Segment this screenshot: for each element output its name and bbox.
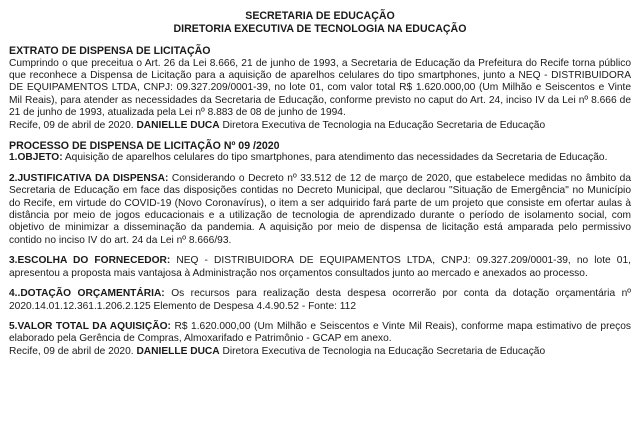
extrato-body: Cumprindo o que preceitua o Art. 26 da Lei 8.666, 21 de junho de 1993, a Secretaria de Educação da Prefeitura do Recife torna público que reconhece a Dispensa de Licitação para a aquisição de aparelhos celulares do tipo smartphones, junto a NEQ - DISTRIBUIDORA DE EQUIPAMENTOS LTDA, CNPJ: 09.327.209/0001-39, no lote 01, com valor total R$ 1.620.000,00 (Um Milhão e Seiscentos e Vinte Mil Reais), para atender as necessidades da Secretaria de Educação, conforme previsto no caput do Art. 24, inciso IV da Lei nº 8.666 de 21 de junho de 1993, atualizada pela Lei nº 8.883 de 08 de junho de 1994.	[9, 57, 631, 119]
item-fornecedor	[9, 255, 631, 280]
extrato-title: EXTRATO DE DISPENSA DE LICITAÇÃO	[9, 45, 211, 58]
processo-signature	[9, 346, 631, 358]
processo-title: PROCESSO DE DISPENSA DE LICITAÇÃO Nº 09 /2020	[9, 140, 280, 153]
item-fornecedor-text: NEQ - DISTRIBUIDORA DE EQUIPAMENTOS LTDA, CNPJ: 09.327.209/0001-39, no lote 01, apresentou a proposta mais vantajosa à Administração nos orçamentos consultados junto ao mercado e anexados ao processo.	[9, 255, 631, 279]
item-objeto-text: Aquisição de aparelhos celulares do tipo smartphones, para atendimento das necessidades da Secretaria de Educação.	[64, 152, 608, 164]
item-justificativa-text: Considerando o Decreto nº 33.512 de 12 de março de 2020, que estabelece medidas no âmbito da Secretaria de Educação em face das disposições contidas no Decreto Municipal, que declarou "Situação de Emergência" no Município do Recife, em virtude do COVID-19 (Novo Coronavírus), o item a ser adquirido fará parte de um projeto que consiste em ofertar aulas à distância por meio de jogos educacionais e a utilização de tecnologia de aprendizado durante o período de isolamento social, com objetivo de minimizar a disseminação da pandemia. A aquisição por meio de dispensa de licitação está amparada pelo permissivo contido no inciso IV do art. 24 da Lei nº 8.666/93.	[9, 172, 631, 246]
header-secretaria: SECRETARIA DE EDUCAÇÃO	[245, 10, 395, 22]
item-dotacao-text: Os recursos para realização desta despesa ocorrerão por conta da dotação orçamentária nº 2020.14.01.12.361.1.206.2.125 Elemento de Despesa 4.4.90.52 - Fonte: 112	[9, 288, 631, 312]
item-valor	[9, 321, 631, 346]
item-fornecedor-label: 3.ESCOLHA DO FORNECEDOR:	[9, 255, 171, 267]
extrato-sign-date: Recife, 09 de abril de 2020.	[9, 119, 134, 131]
item-objeto	[9, 152, 631, 164]
item-objeto-label: 1.OBJETO:	[9, 152, 63, 164]
extrato-sign-name: DANIELLE DUCA	[136, 119, 220, 131]
header-diretoria: DIRETORIA EXECUTIVA DE TECNOLOGIA NA EDUCAÇÃO	[173, 22, 467, 35]
item-valor-text: R$ 1.620.000,00 (Um Milhão e Seiscentos e Vinte Mil Reais), conforme mapa estimativo de preços elaborado pela Gerência de Compras, Almoxarifado e Patrimônio - GCAP em anexo.	[9, 320, 631, 345]
processo-sign-name: DANIELLE DUCA	[136, 345, 220, 357]
processo-sign-date: Recife, 09 de abril de 2020.	[9, 345, 134, 357]
extrato-sign-role: Diretora Executiva de Tecnologia na Educação Secretaria de Educação	[222, 119, 546, 131]
processo-sign-role: Diretora Executiva de Tecnologia na Educação Secretaria de Educação	[222, 345, 546, 357]
item-justificativa	[9, 173, 631, 247]
extrato-signature	[9, 120, 631, 132]
item-dotacao-label: 4..DOTAÇÃO ORÇAMENTÁRIA:	[9, 288, 165, 300]
item-justificativa-label: 2.JUSTIFICATIVA DA DISPENSA:	[9, 172, 169, 184]
item-valor-label: 5.VALOR TOTAL DA AQUISIÇÃO:	[9, 320, 171, 332]
item-dotacao	[9, 288, 631, 313]
